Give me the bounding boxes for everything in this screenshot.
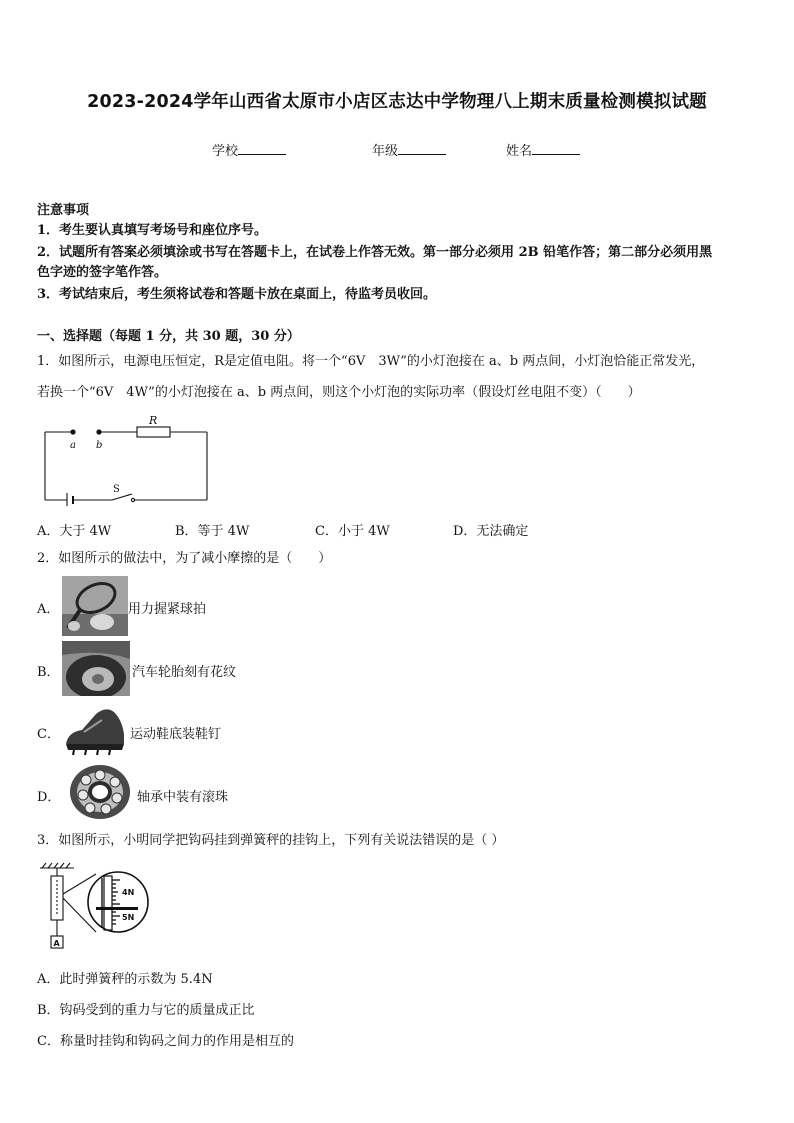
grade-blank [398, 142, 446, 155]
q1-stem-line2: 若换一个“6V 4W”的小灯泡接在 a、b 两点间，则这个小灯泡的实际功率（假设灯丝电阻不变）（ ） [37, 385, 641, 400]
note-item: 2．试题所有答案必须填涂或书写在答题卡上，在试卷上作答无效。第一部分必须用 2B 铅笔作答；第二部分必须用黑 [37, 245, 713, 260]
note-item: 3．考试结束后，考生须将试卷和答题卡放在桌面上，待监考员收回。 [37, 287, 437, 302]
scale-label-4n: 4N [122, 888, 135, 897]
q3-option-c[interactable]: C．称量时挂钩和钩码之间力的作用是相互的 [37, 1034, 294, 1049]
q3-option-a[interactable]: A．此时弹簧秤的示数为 5.4N [37, 972, 213, 987]
q2-option-c-text[interactable]: 运动鞋底装鞋钉 [130, 727, 222, 742]
q2-option-a-letter[interactable]: A． [37, 602, 60, 617]
q2-option-d-text[interactable]: 轴承中装有滚珠 [137, 790, 229, 805]
school-label: 学校 [212, 144, 239, 159]
school-field [212, 140, 286, 159]
name-label: 姓名 [506, 144, 533, 159]
q3-stem: 3．如图所示，小明同学把钩码挂到弹簧秤的挂钩上，下列有关说法错误的是（ ） [37, 833, 505, 848]
terminal-a-label: a [70, 440, 76, 451]
note-item: 色字迹的签字笔作答。 [37, 265, 168, 280]
name-blank [532, 142, 580, 155]
name-field [506, 140, 580, 159]
school-blank [238, 142, 286, 155]
q1-stem-line1: 1．如图所示，电源电压恒定，R是定值电阻。将一个“6V 3W”的小灯泡接在 a、b 两点间，小灯泡恰能正常发光， [37, 354, 705, 369]
q3-spring-scale-figure [38, 862, 150, 952]
page-title: 2023-2024学年山西省太原市小店区志达中学物理八上期末质量检测模拟试题 [87, 92, 707, 112]
terminal-b [96, 429, 101, 434]
terminal-a [70, 429, 75, 434]
q1-option-c[interactable]: C．小于 4W [315, 524, 390, 539]
q1-option-a[interactable]: A．大于 4W [37, 524, 112, 539]
terminal-b-label: b [96, 440, 103, 451]
q2-option-c-letter[interactable]: C． [37, 727, 60, 742]
ceiling-hatch [42, 863, 70, 868]
q3-option-b[interactable]: B．钩码受到的重力与它的质量成正比 [37, 1003, 255, 1018]
ball-bearing-photo [64, 762, 132, 822]
resistor-symbol [137, 427, 170, 437]
section-heading: 一、选择题（每题 1 分，共 30 题，30 分） [37, 329, 300, 344]
weight-label: A [53, 939, 60, 948]
car-tire-photo [62, 641, 130, 696]
q2-option-b-text[interactable]: 汽车轮胎刻有花纹 [132, 665, 237, 680]
q1-option-b[interactable]: B．等于 4W [175, 524, 250, 539]
note-item: 1．考生要认真填写考场号和座位序号。 [37, 223, 268, 238]
grade-field [372, 140, 446, 159]
spiked-shoe-photo [62, 704, 128, 758]
scale-label-5n: 5N [122, 913, 135, 922]
tennis-racket-photo [62, 576, 128, 636]
q1-circuit-diagram [40, 414, 212, 506]
scale-ticks [112, 880, 120, 924]
resistor-label: R [149, 414, 158, 427]
grade-label: 年级 [372, 144, 399, 159]
magnified-scale-circle [88, 872, 148, 932]
q2-option-d-letter[interactable]: D． [37, 790, 61, 805]
switch-label: S [113, 484, 120, 495]
notes-heading: 注意事项 [37, 203, 90, 218]
q2-option-b-letter[interactable]: B． [37, 665, 60, 680]
q2-option-a-text[interactable]: 用力握紧球拍 [128, 602, 207, 617]
q2-stem: 2．如图所示的做法中，为了减小摩擦的是（ ） [37, 551, 332, 566]
scale-pointer [96, 907, 138, 910]
q1-option-d[interactable]: D．无法确定 [453, 524, 529, 539]
